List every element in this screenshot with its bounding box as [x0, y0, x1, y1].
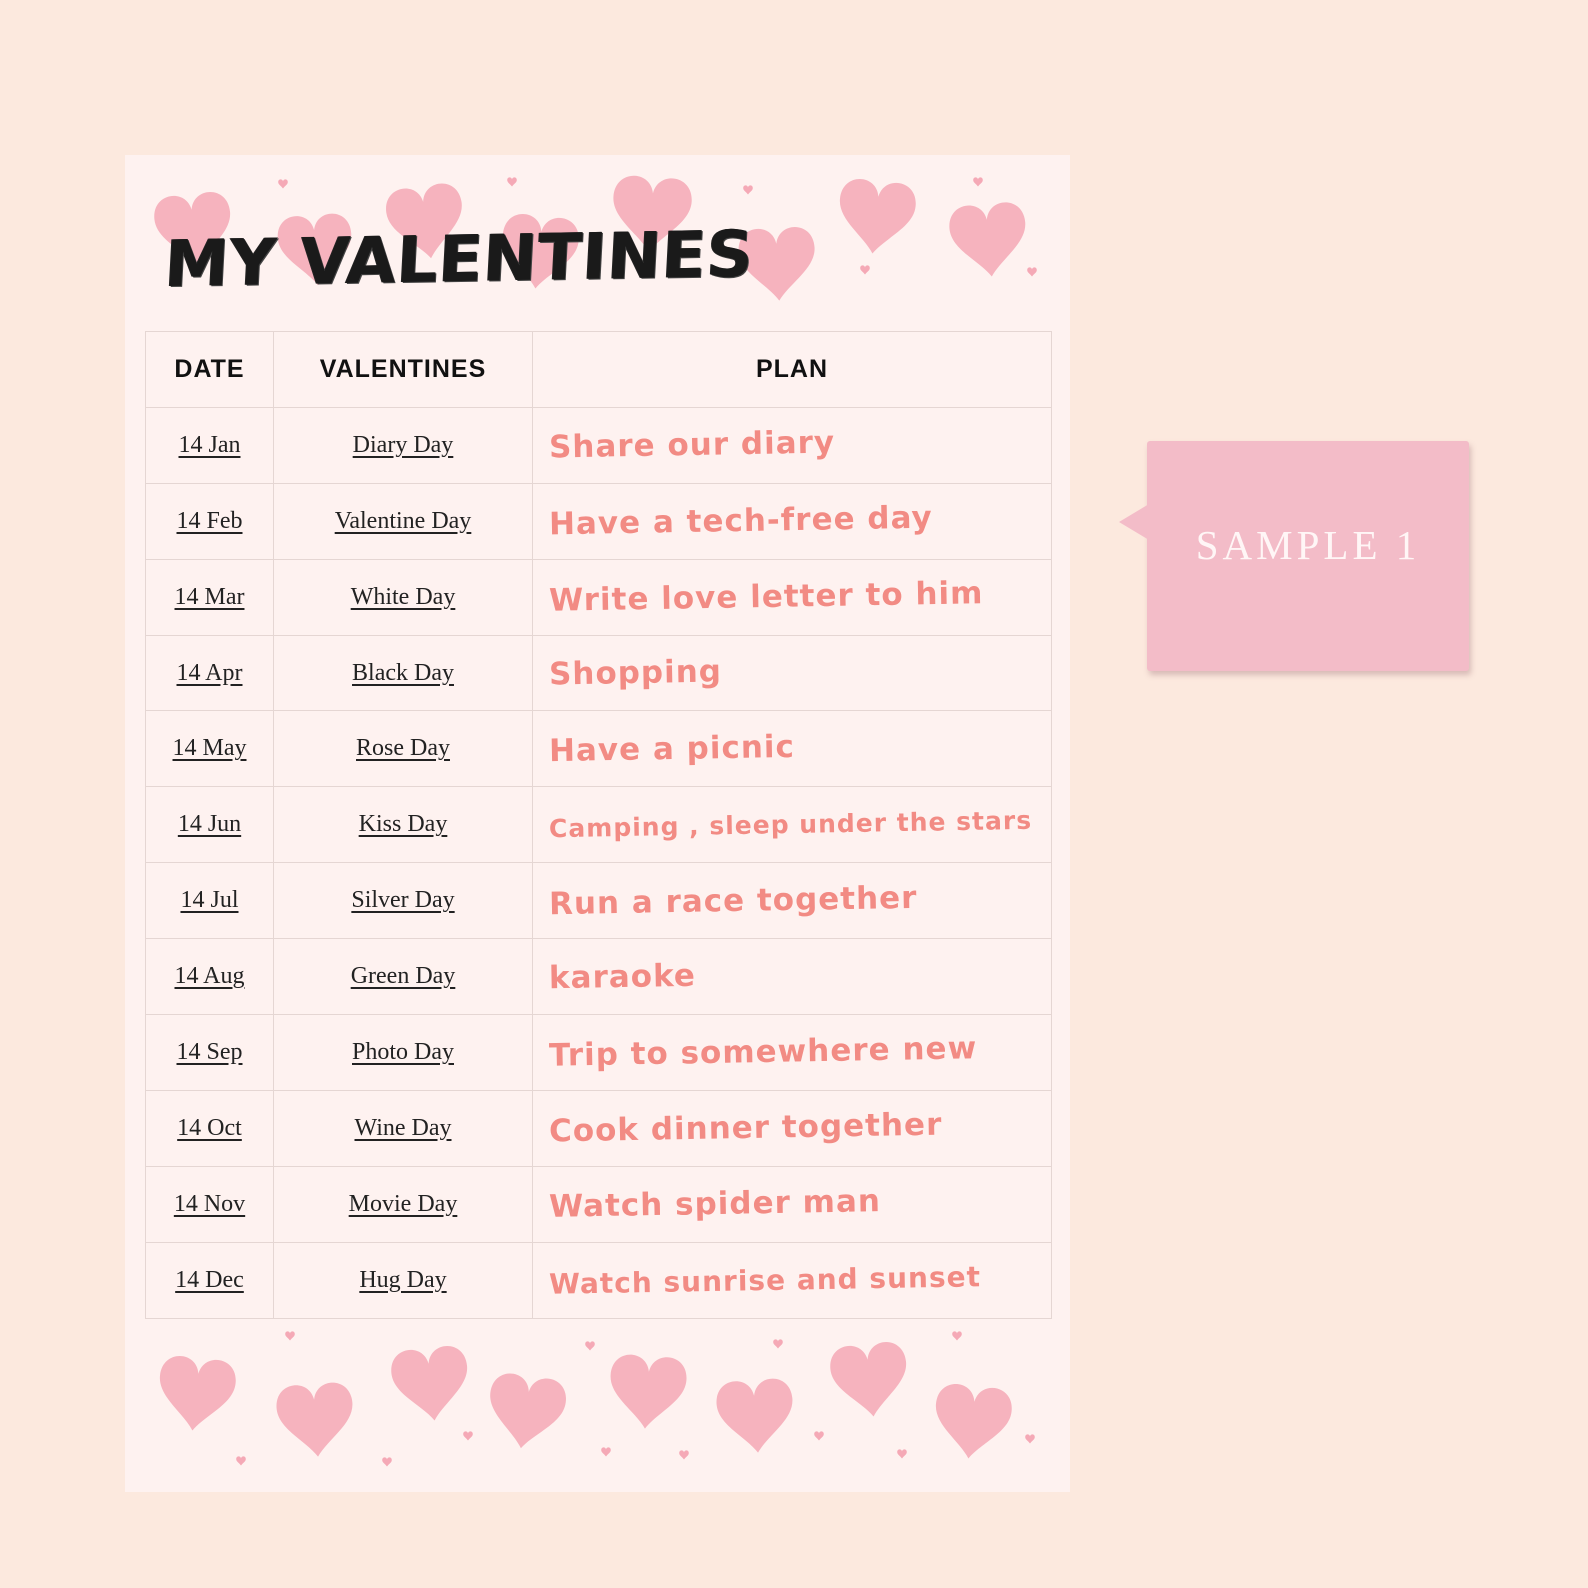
plan-cell	[533, 407, 1052, 483]
valentine-cell: Diary Day	[274, 407, 533, 483]
heart-icon	[828, 1340, 911, 1420]
valentine-cell: Movie Day	[274, 1166, 533, 1242]
date-cell: 14 Apr	[146, 635, 274, 711]
valentine-cell: Silver Day	[274, 863, 533, 939]
page-title: MY VALENTINES	[163, 217, 756, 303]
valentine-cell: Rose Day	[274, 711, 533, 787]
plan-text: Run a race together	[548, 879, 918, 922]
mini-heart-icon	[952, 1331, 962, 1340]
heart-icon	[607, 1353, 688, 1431]
date-cell: 14 Nov	[146, 1166, 274, 1242]
valentine-cell: Kiss Day	[274, 787, 533, 863]
mini-heart-icon	[679, 1450, 689, 1459]
plan-cell	[533, 1015, 1052, 1091]
column-header-date: DATE	[146, 332, 274, 408]
mini-heart-icon	[382, 1457, 392, 1466]
plan-cell	[533, 863, 1052, 939]
plan-text: Write love letter to him	[548, 575, 984, 619]
heart-icon	[931, 1382, 1014, 1462]
plan-text: Camping , sleep under the stars	[548, 806, 1033, 844]
date-cell: 14 Oct	[146, 1090, 274, 1166]
plan-text: Shopping	[548, 653, 723, 693]
mini-heart-icon	[285, 1331, 295, 1340]
table-row	[146, 711, 1052, 787]
date-cell: 14 Jun	[146, 787, 274, 863]
date-cell: 14 Mar	[146, 559, 274, 635]
column-header-plan: PLAN	[533, 332, 1052, 408]
mini-heart-icon	[278, 179, 288, 188]
valentine-cell: Photo Day	[274, 1015, 533, 1091]
sample-label: SAMPLE 1	[1195, 522, 1421, 568]
table-row	[146, 635, 1052, 711]
date-cell: 14 Jan	[146, 407, 274, 483]
valentine-cell: Black Day	[274, 635, 533, 711]
plan-text: Watch sunrise and sunset	[548, 1259, 982, 1301]
heart-icon	[948, 201, 1030, 280]
date-cell: 14 May	[146, 711, 274, 787]
mini-heart-icon	[743, 185, 753, 194]
valentine-cell: Hug Day	[274, 1242, 533, 1318]
plan-cell	[533, 1090, 1052, 1166]
heart-icon	[483, 1371, 568, 1454]
mini-heart-icon	[1025, 1434, 1035, 1443]
planner-sheet	[125, 155, 1070, 1492]
date-cell: 14 Jul	[146, 863, 274, 939]
plan-cell	[533, 635, 1052, 711]
valentine-cell: Valentine Day	[274, 483, 533, 559]
plan-cell	[533, 711, 1052, 787]
plan-text: karaoke	[548, 957, 697, 996]
table-row	[146, 863, 1052, 939]
date-cell: 14 Aug	[146, 939, 274, 1015]
mini-heart-icon	[601, 1447, 611, 1456]
plan-text: Trip to somewhere new	[548, 1030, 978, 1075]
valentine-cell: Wine Day	[274, 1090, 533, 1166]
valentines-table	[145, 331, 1052, 1319]
plan-text: Have a picnic	[548, 728, 796, 770]
mini-heart-icon	[507, 177, 517, 186]
table-row	[146, 1015, 1052, 1091]
valentine-cell: White Day	[274, 559, 533, 635]
heart-icon	[275, 1381, 356, 1459]
column-header-valentines: VALENTINES	[274, 332, 533, 408]
plan-cell	[533, 787, 1052, 863]
table-row	[146, 787, 1052, 863]
heart-icon	[389, 1344, 472, 1424]
mini-heart-icon	[973, 177, 983, 186]
mini-heart-icon	[897, 1449, 907, 1458]
table-row	[146, 1166, 1052, 1242]
plan-text: Share our diary	[548, 424, 836, 466]
mini-heart-icon	[773, 1339, 783, 1348]
mini-heart-icon	[236, 1456, 246, 1465]
sample-callout	[1147, 441, 1469, 671]
date-cell: 14 Sep	[146, 1015, 274, 1091]
heart-icon	[835, 177, 918, 257]
mini-heart-icon	[860, 265, 870, 274]
plan-cell	[533, 1242, 1052, 1318]
plan-text: Watch spider man	[548, 1183, 882, 1226]
date-cell: 14 Dec	[146, 1242, 274, 1318]
plan-cell	[533, 483, 1052, 559]
heart-icon	[715, 1377, 796, 1455]
plan-text: Have a tech-free day	[548, 499, 934, 543]
hearts-decoration-bottom	[125, 1325, 1070, 1492]
plan-cell	[533, 559, 1052, 635]
heart-icon	[155, 1354, 238, 1434]
table-row	[146, 559, 1052, 635]
valentine-cell: Green Day	[274, 939, 533, 1015]
mini-heart-icon	[463, 1431, 473, 1440]
table-row	[146, 939, 1052, 1015]
date-cell: 14 Feb	[146, 483, 274, 559]
callout-pointer	[1119, 504, 1149, 540]
table-row	[146, 1090, 1052, 1166]
plan-cell	[533, 939, 1052, 1015]
mini-heart-icon	[814, 1431, 824, 1440]
table-row	[146, 1242, 1052, 1318]
mini-heart-icon	[585, 1341, 595, 1350]
plan-text: Cook dinner together	[548, 1106, 943, 1150]
table-header-row	[146, 332, 1052, 408]
table-row	[146, 407, 1052, 483]
plan-cell	[533, 1166, 1052, 1242]
table-row	[146, 483, 1052, 559]
mini-heart-icon	[1027, 267, 1037, 276]
